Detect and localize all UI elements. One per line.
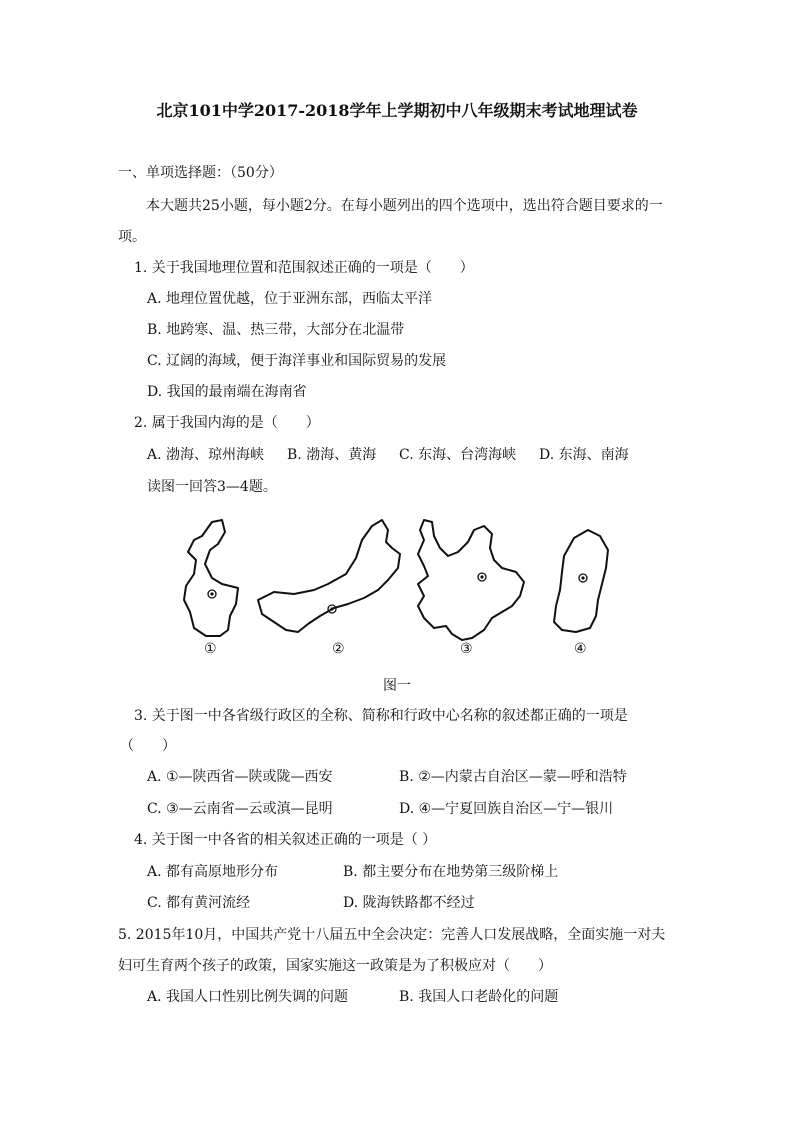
map-label-2: ② bbox=[332, 641, 345, 657]
map-label-3: ③ bbox=[460, 641, 473, 657]
q4-option-c: C. 都有黄河流经 bbox=[147, 895, 251, 911]
capital-dot-3 bbox=[480, 575, 483, 578]
q5-option-b: B. 我国人口老龄化的问题 bbox=[399, 989, 559, 1005]
capital-dot-4 bbox=[581, 576, 584, 579]
q2-stem: 2. 属于我国内海的是（ ） bbox=[134, 415, 320, 431]
map-label-4: ④ bbox=[574, 641, 587, 657]
figure-province-maps bbox=[150, 512, 630, 662]
q4-option-b: B. 都主要分布在地势第三级阶梯上 bbox=[343, 864, 559, 880]
q3-option-c: C. ③—云南省—云或滇—昆明 bbox=[147, 801, 333, 817]
section-heading: 一、单项选择题：（50分） bbox=[118, 165, 283, 181]
province-outlines bbox=[150, 512, 630, 662]
q5-stem: 5. 2015年10月，中国共产党十八届五中全会决定：完善人口发展战略，全面实施一对夫 bbox=[118, 927, 666, 943]
section-intro: 本大题共25小题，每小题2分。在每小题列出的四个选项中，选出符合题目要求的一 bbox=[146, 198, 663, 214]
q2-option-b: B. 渤海、黄海 bbox=[287, 447, 377, 463]
q2-option-a: A. 渤海、琼州海峡 bbox=[147, 447, 265, 463]
read-prompt: 读图一回答3—4题。 bbox=[147, 479, 277, 495]
q2-option-d: D. 东海、南海 bbox=[539, 447, 629, 463]
q1-option-a: A. 地理位置优越，位于亚洲东部，西临太平洋 bbox=[147, 291, 433, 307]
q2-option-c: C. 东海、台湾海峡 bbox=[399, 447, 517, 463]
q5-stem-cont: 妇可生育两个孩子的政策，国家实施这一政策是为了积极应对（ ） bbox=[118, 958, 552, 974]
q4-stem: 4. 关于图一中各省的相关叙述正确的一项是（ ） bbox=[134, 832, 437, 848]
q3-option-a: A. ①—陕西省—陕或陇—西安 bbox=[147, 769, 333, 785]
province-outline-2 bbox=[258, 520, 400, 632]
q4-option-a: A. 都有高原地形分布 bbox=[147, 864, 279, 880]
q3-option-d: D. ④—宁夏回族自治区—宁—银川 bbox=[399, 801, 614, 817]
map-label-1: ① bbox=[204, 641, 217, 657]
q4-option-d: D. 陇海铁路都不经过 bbox=[343, 895, 475, 911]
capital-dot-1 bbox=[210, 592, 213, 595]
q1-option-d: D. 我国的最南端在海南省 bbox=[147, 384, 307, 400]
section-intro-cont: 项。 bbox=[118, 229, 146, 245]
q5-option-a: A. 我国人口性别比例失调的问题 bbox=[147, 989, 349, 1005]
province-outline-3 bbox=[418, 520, 524, 640]
province-outline-1 bbox=[184, 520, 238, 636]
q3-option-b: B. ②—内蒙古自治区—蒙—呼和浩特 bbox=[399, 769, 627, 785]
q1-stem: 1. 关于我国地理位置和范围叙述正确的一项是（ ） bbox=[134, 260, 474, 276]
q3-stem: 3. 关于图一中各省级行政区的全称、简称和行政中心名称的叙述都正确的一项是 bbox=[134, 708, 628, 724]
q1-option-c: C. 辽阔的海域，便于海洋事业和国际贸易的发展 bbox=[147, 353, 447, 369]
q3-stem-cont: （ ） bbox=[120, 738, 176, 754]
q1-option-b: B. 地跨寒、温、热三带，大部分在北温带 bbox=[147, 322, 405, 338]
page-title: 北京101中学2017-2018学年上学期初中八年级期末考试地理试卷 bbox=[156, 101, 638, 120]
capital-dot-2 bbox=[330, 607, 333, 610]
figure-caption: 图一 bbox=[383, 678, 411, 694]
